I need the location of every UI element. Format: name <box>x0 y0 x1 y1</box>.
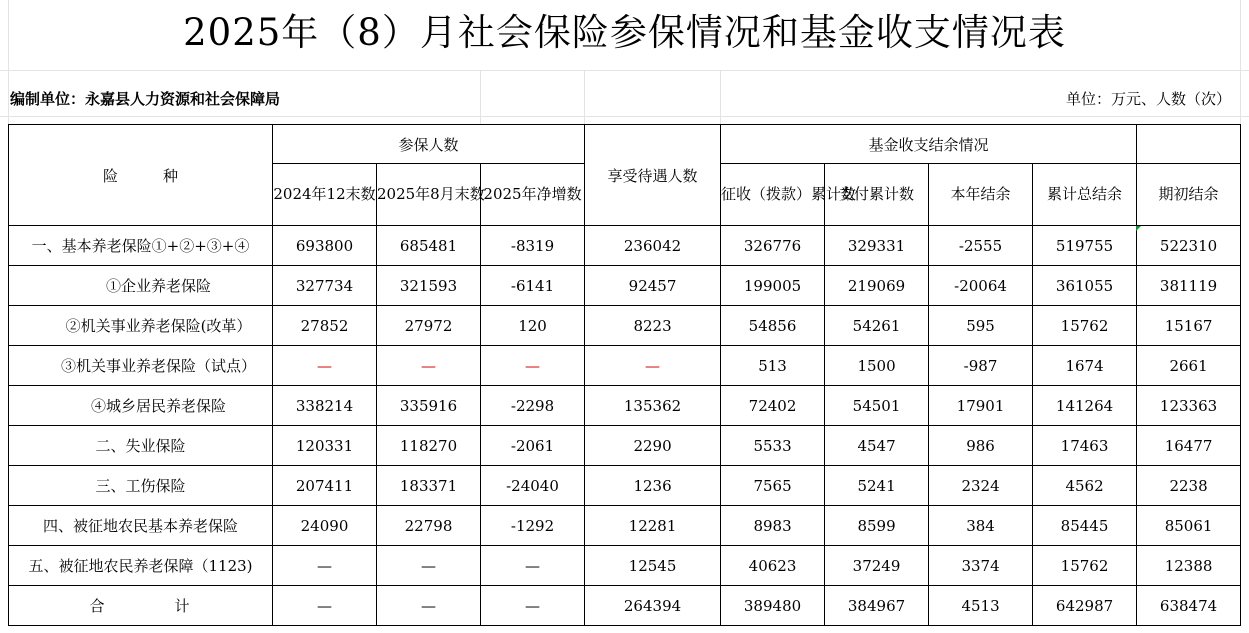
table-row <box>9 426 1241 466</box>
cell[interactable]: 5533 <box>721 426 825 466</box>
cell[interactable]: 4547 <box>825 426 929 466</box>
cell[interactable]: 17463 <box>1033 426 1137 466</box>
cell[interactable]: 326776 <box>721 226 825 266</box>
cell[interactable]: 40623 <box>721 546 825 586</box>
cell[interactable]: 8223 <box>585 306 721 346</box>
compiler-label: 编制单位：永嘉县人力资源和社会保障局 <box>10 90 281 108</box>
row-name[interactable]: 三、工伤保险 <box>9 466 273 506</box>
cell[interactable]: — <box>273 586 377 626</box>
table-row <box>9 306 1241 346</box>
cell[interactable]: — <box>481 546 585 586</box>
cell[interactable]: 2324 <box>929 466 1033 506</box>
cell[interactable]: 389480 <box>721 586 825 626</box>
cell[interactable]: 54261 <box>825 306 929 346</box>
gridline <box>0 70 1249 71</box>
cell[interactable]: — <box>481 346 585 386</box>
cell[interactable]: 85061 <box>1137 506 1241 546</box>
gridline <box>0 116 1249 117</box>
cell[interactable]: 685481 <box>377 226 481 266</box>
col-collected-header[interactable]: 征收（拨款）累计数 <box>721 164 825 226</box>
col-balance-initial-header[interactable]: 期初结余 <box>1137 164 1241 226</box>
col-net-increase-header[interactable]: 2025年净增数 <box>481 164 585 226</box>
cell[interactable]: 27972 <box>377 306 481 346</box>
row-name[interactable]: 合 计 <box>9 586 273 626</box>
cell[interactable]: 361055 <box>1033 266 1137 306</box>
cell[interactable]: 522310 <box>1137 226 1241 266</box>
cell[interactable]: 27852 <box>273 306 377 346</box>
cell[interactable]: 335916 <box>377 386 481 426</box>
cell[interactable]: -2298 <box>481 386 585 426</box>
table-row <box>9 266 1241 306</box>
col-paid-header[interactable]: 支付累计数 <box>825 164 929 226</box>
cell-comment-marker <box>1136 226 1141 231</box>
report-title: 2025年（8）月社会保险参保情况和基金收支情况表 <box>183 11 1066 54</box>
cell[interactable]: -1292 <box>481 506 585 546</box>
table-row <box>9 466 1241 506</box>
col-balance-total-header[interactable]: 累计总结余 <box>1033 164 1137 226</box>
cell[interactable]: 384 <box>929 506 1033 546</box>
row-name[interactable]: ②机关事业养老保险(改革） <box>9 306 273 346</box>
cell[interactable]: 1500 <box>825 346 929 386</box>
cell[interactable]: 24090 <box>273 506 377 546</box>
cell[interactable]: 595 <box>929 306 1033 346</box>
category-header[interactable]: 险 种 <box>9 125 273 226</box>
cell[interactable]: 8599 <box>825 506 929 546</box>
row-name[interactable]: 二、失业保险 <box>9 426 273 466</box>
cell[interactable]: 219069 <box>825 266 929 306</box>
cell[interactable]: 72402 <box>721 386 825 426</box>
cell[interactable]: 123363 <box>1137 386 1241 426</box>
cell[interactable]: 321593 <box>377 266 481 306</box>
cell[interactable]: 54856 <box>721 306 825 346</box>
cell[interactable]: 638474 <box>1137 586 1241 626</box>
cell[interactable]: 120331 <box>273 426 377 466</box>
cell[interactable]: 92457 <box>585 266 721 306</box>
gridline <box>480 70 481 124</box>
cell[interactable]: 2290 <box>585 426 721 466</box>
cell[interactable]: -24040 <box>481 466 585 506</box>
cell[interactable]: — <box>377 546 481 586</box>
gridline <box>584 70 585 124</box>
cell[interactable]: 338214 <box>273 386 377 426</box>
cell[interactable]: 37249 <box>825 546 929 586</box>
cell[interactable]: 236042 <box>585 226 721 266</box>
cell[interactable]: 118270 <box>377 426 481 466</box>
cell[interactable]: 120 <box>481 306 585 346</box>
table-row <box>9 346 1241 386</box>
cell[interactable]: 22798 <box>377 506 481 546</box>
cell[interactable]: -8319 <box>481 226 585 266</box>
cell[interactable]: -2555 <box>929 226 1033 266</box>
cell[interactable]: 15167 <box>1137 306 1241 346</box>
cell[interactable]: 17901 <box>929 386 1033 426</box>
table-row <box>9 226 1241 266</box>
cell[interactable]: 12281 <box>585 506 721 546</box>
cell[interactable]: 513 <box>721 346 825 386</box>
cell[interactable]: 986 <box>929 426 1033 466</box>
row-name[interactable]: ①企业养老保险 <box>9 266 273 306</box>
cell[interactable]: 2238 <box>1137 466 1241 506</box>
cell[interactable]: 693800 <box>273 226 377 266</box>
col-2024-end-header[interactable]: 2024年12末数 <box>273 164 377 226</box>
cell[interactable]: -20064 <box>929 266 1033 306</box>
cell[interactable]: 381119 <box>1137 266 1241 306</box>
unit-label: 单位：万元、人数（次） <box>1065 90 1231 108</box>
cell[interactable]: 1236 <box>585 466 721 506</box>
cell[interactable]: 327734 <box>273 266 377 306</box>
cell[interactable]: 54501 <box>825 386 929 426</box>
row-name[interactable]: 一、基本养老保险①+②+③+④ <box>9 226 273 266</box>
col-balance-year-header[interactable]: 本年结余 <box>929 164 1033 226</box>
cell[interactable]: 12545 <box>585 546 721 586</box>
cell[interactable]: 199005 <box>721 266 825 306</box>
cell[interactable]: 183371 <box>377 466 481 506</box>
cell[interactable]: -987 <box>929 346 1033 386</box>
insurance-table <box>8 124 1241 626</box>
cell[interactable]: 4513 <box>929 586 1033 626</box>
cell[interactable]: 12388 <box>1137 546 1241 586</box>
cell[interactable]: 3374 <box>929 546 1033 586</box>
cell[interactable]: 5241 <box>825 466 929 506</box>
table-row <box>9 546 1241 586</box>
table-row <box>9 386 1241 426</box>
cell[interactable]: 85445 <box>1033 506 1137 546</box>
cell[interactable]: 207411 <box>273 466 377 506</box>
cell[interactable]: — <box>273 346 377 386</box>
row-name[interactable]: ④城乡居民养老保险 <box>9 386 273 426</box>
fund-group-header[interactable]: 基金收支结余情况 <box>721 125 1137 164</box>
beneficiaries-header[interactable]: 享受待遇人数 <box>585 125 721 226</box>
col-2025-aug-header[interactable]: 2025年8月末数 <box>377 164 481 226</box>
cell[interactable]: 15762 <box>1033 546 1137 586</box>
table-body <box>9 226 1241 626</box>
row-name[interactable]: 四、被征地农民基本养老保险 <box>9 506 273 546</box>
cell[interactable]: 16477 <box>1137 426 1241 466</box>
cell[interactable]: 519755 <box>1033 226 1137 266</box>
cell[interactable]: -6141 <box>481 266 585 306</box>
cell[interactable]: 8983 <box>721 506 825 546</box>
cell[interactable]: 7565 <box>721 466 825 506</box>
insured-group-header[interactable]: 参保人数 <box>273 125 585 164</box>
cell[interactable]: — <box>481 586 585 626</box>
blank-header-cell[interactable] <box>1137 125 1241 164</box>
cell[interactable]: 329331 <box>825 226 929 266</box>
cell[interactable]: — <box>377 586 481 626</box>
total-row <box>9 586 1241 626</box>
cell[interactable]: — <box>377 346 481 386</box>
cell[interactable]: 642987 <box>1033 586 1137 626</box>
cell[interactable]: 384967 <box>825 586 929 626</box>
cell[interactable]: 141264 <box>1033 386 1137 426</box>
cell[interactable]: 2661 <box>1137 346 1241 386</box>
table-row <box>9 506 1241 546</box>
gridline <box>720 70 721 124</box>
cell[interactable]: -2061 <box>481 426 585 466</box>
cell[interactable]: 4562 <box>1033 466 1137 506</box>
cell[interactable]: — <box>273 546 377 586</box>
row-name[interactable]: 五、被征地农民养老保障（1123) <box>9 546 273 586</box>
cell[interactable]: 264394 <box>585 586 721 626</box>
cell[interactable]: 1674 <box>1033 346 1137 386</box>
cell[interactable]: 15762 <box>1033 306 1137 346</box>
cell[interactable]: — <box>585 346 721 386</box>
row-name[interactable]: ③机关事业养老保险（试点） <box>9 346 273 386</box>
cell[interactable]: 135362 <box>585 386 721 426</box>
